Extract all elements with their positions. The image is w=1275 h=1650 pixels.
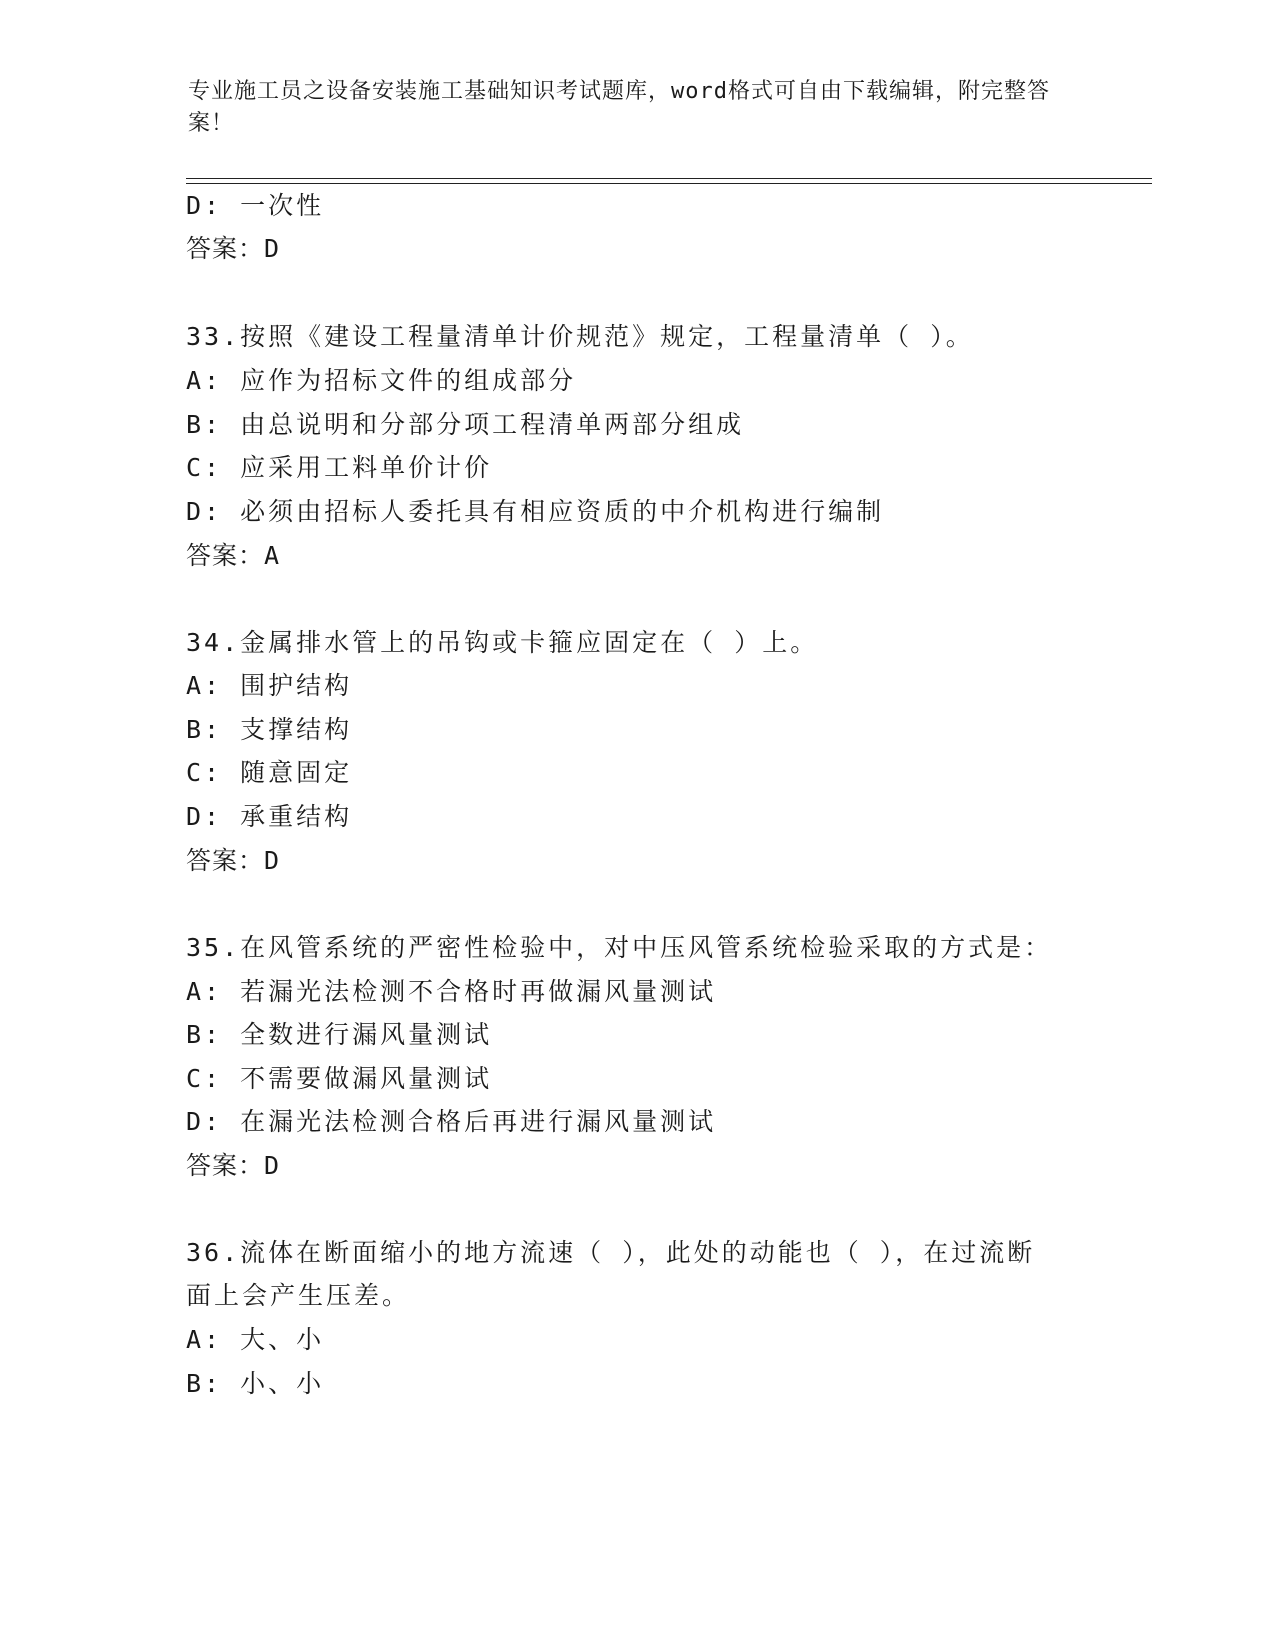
header-rule-top <box>186 178 1152 179</box>
q33-option-d: D: 必须由招标人委托具有相应资质的中介机构进行编制 <box>186 497 885 526</box>
q36-stem-line1: 36.流体在断面缩小的地方流速（ ），此处的动能也（ ），在过流断 <box>186 1238 1036 1267</box>
q34-option-c: C: 随意固定 <box>186 758 353 787</box>
q35-stem: 35.在风管系统的严密性检验中，对中压风管系统检验采取的方式是： <box>186 933 1053 962</box>
q36-option-b: B: 小、小 <box>186 1369 325 1398</box>
q33-option-b: B: 由总说明和分部分项工程清单两部分组成 <box>186 410 745 439</box>
q36-stem-line2: 面上会产生压差。 <box>186 1281 411 1310</box>
q33-option-a: A: 应作为招标文件的组成部分 <box>186 366 577 395</box>
q34-option-d: D: 承重结构 <box>186 802 353 831</box>
q36-option-a: A: 大、小 <box>186 1325 325 1354</box>
q35-answer <box>186 1146 280 1182</box>
q35-option-d: D: 在漏光法检测合格后再进行漏风量测试 <box>186 1107 717 1136</box>
q34-option-b: B: 支撑结构 <box>186 715 353 744</box>
answer-value: A <box>264 541 281 570</box>
prev-answer <box>186 229 280 265</box>
q35-option-b: B: 全数进行漏风量测试 <box>186 1020 493 1049</box>
header-rule-bottom <box>186 183 1152 184</box>
q34-stem: 34.金属排水管上的吊钩或卡箍应固定在（ ）上。 <box>186 628 819 657</box>
q34-option-a: A: 围护结构 <box>186 671 353 700</box>
answer-value: D <box>264 1151 281 1180</box>
document-header: 专业施工员之设备安装施工基础知识考试题库，word格式可自由下载编辑，附完整答案！ <box>188 79 1050 136</box>
answer-label: 答案： <box>186 541 265 570</box>
q33-option-c: C: 应采用工料单价计价 <box>186 453 493 482</box>
answer-value: D <box>264 234 281 263</box>
q33-answer <box>186 536 280 572</box>
answer-value: D <box>264 846 281 875</box>
prev-option-d: D: 一次性 <box>186 191 325 220</box>
q34-answer <box>186 841 280 877</box>
q33-stem: 33.按照《建设工程量清单计价规范》规定，工程量清单（ ）。 <box>186 322 974 351</box>
q35-option-a: A: 若漏光法检测不合格时再做漏风量测试 <box>186 977 717 1006</box>
answer-label: 答案： <box>186 1151 265 1180</box>
answer-label: 答案： <box>186 234 265 263</box>
answer-label: 答案： <box>186 846 265 875</box>
q35-option-c: C: 不需要做漏风量测试 <box>186 1064 493 1093</box>
